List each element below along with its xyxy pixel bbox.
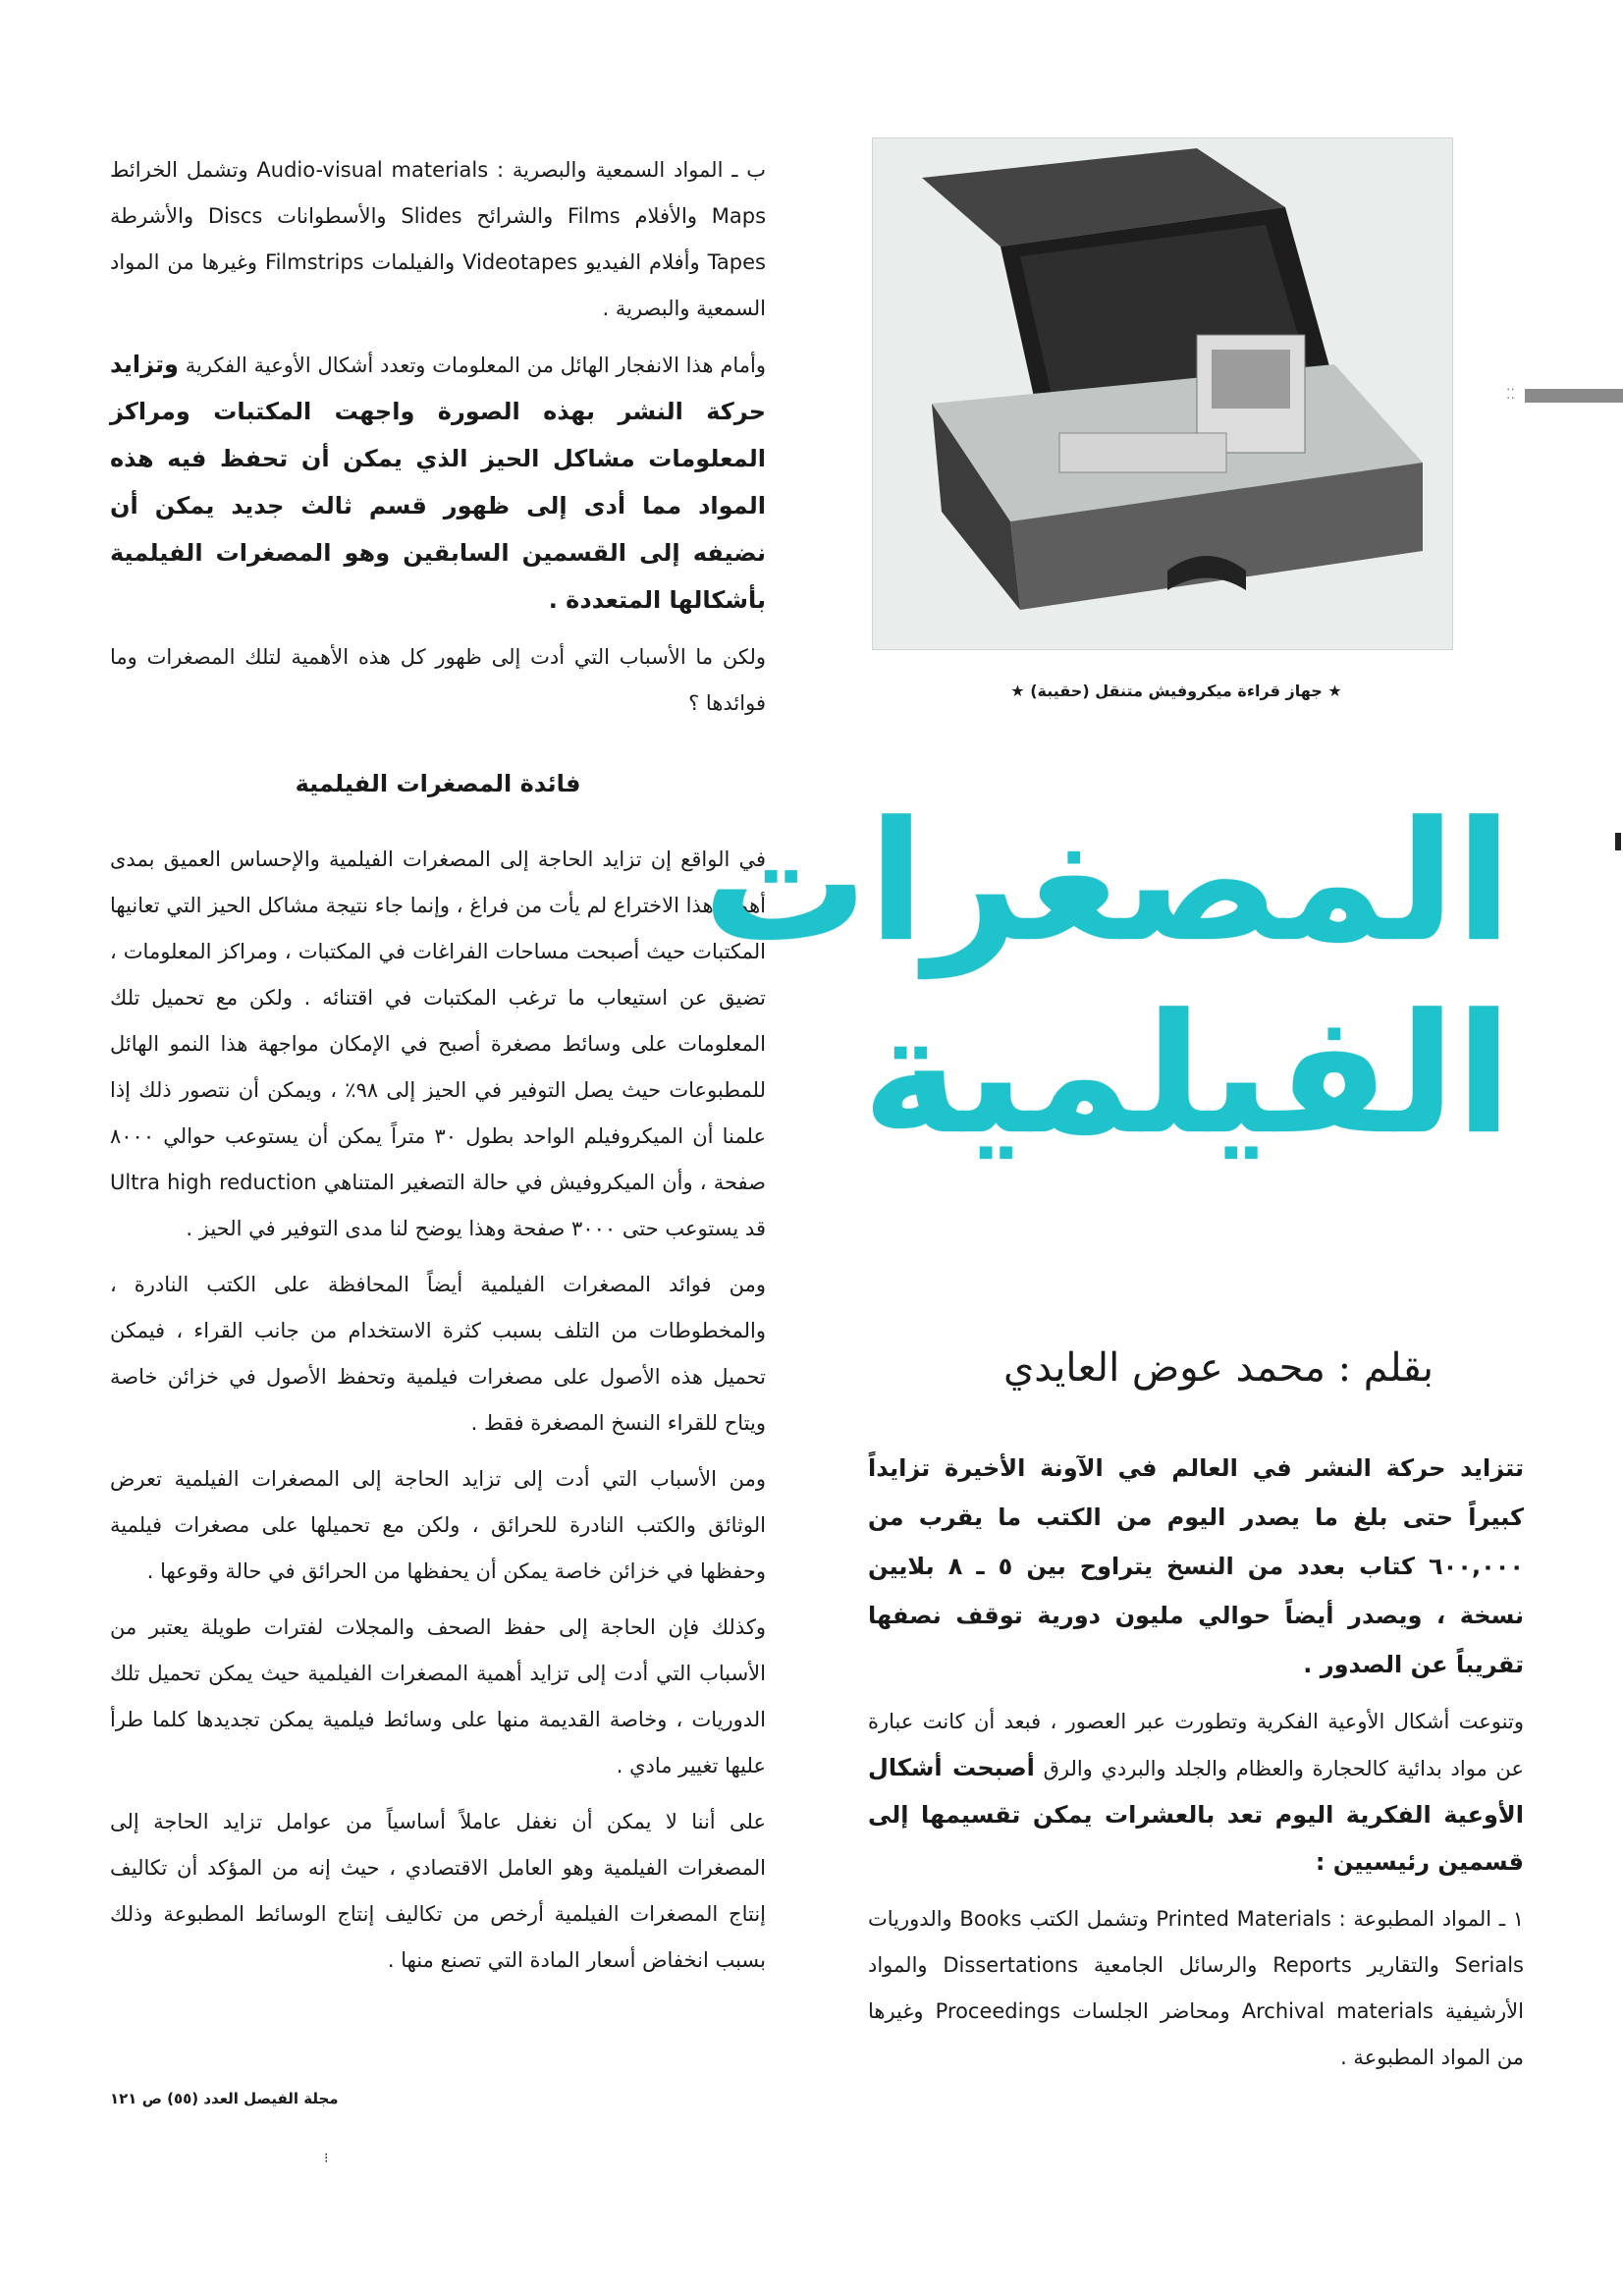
microfiche-reader-illustration <box>873 138 1452 649</box>
title-line: المصغرات <box>702 786 1512 978</box>
author-byline: بقلم : محمد عوض العايدي <box>1002 1345 1434 1391</box>
paragraph-bold-part: وتزايد حركة النشر بهذه الصورة واجهت المكتبات ومراكز المعلومات مشاكل الحيز الذي يمكن أن تحفظ فيه هذه المواد مما أدى إلى ظهور قسم ثالث جديد يمكن أن نضيفه إلى القسمين السابقين وهو المصغرات الفيلمية بأشكالها المتعددة . <box>110 351 766 614</box>
paragraph-part: وأمام هذا الانفجار الهائل من المعلومات وتعدد أشكال الأوعية الفكرية <box>185 354 766 377</box>
right-column <box>868 1444 1524 2091</box>
decorative-dots: ⁚⁚ <box>1506 387 1515 403</box>
paragraph <box>868 1699 1524 1886</box>
paragraph: ولكن ما الأسباب التي أدت إلى ظهور كل هذه الأهمية لتلك المصغرات وما فوائدها ؟ <box>110 645 766 715</box>
title-line: الفيلمية <box>862 978 1512 1171</box>
paragraph <box>110 342 766 625</box>
paragraph: في الواقع إن تزايد الحاجة إلى المصغرات الفيلمية والإحساس العميق بمدى أهمية هذا الاختراع لم يأت من فراغ ، وإنما جاء نتيجة مشاكل الحيز التي تعانيها المكتبات حيث أصبحت مساحات الفراغات في المكتبات ، ومراكز المعلومات ، تضيق عن استيعاب ما ترغب المكتبات في اقتنائه . ولكن مع تحميل تلك المعلومات على وسائط مصغرة أصبح في الإمكان مواجهة هذا النمو الهائل للمطبوعات حيث يصل التوفير في الحيز إلى ٩٨٪ ، ويمكن أن نتصور ذلك إذا علمنا أن الميكروفيلم الواحد بطول ٣٠ متراً يمكن أن يستوعب حوالي ٨٠٠٠ صفحة ، وأن الميكروفيش في حالة التصغير المتناهي Ultra high reduction قد يستوعب حتى ٣٠٠٠ صفحة وهذا يوضح لنا مدى التوفير في الحيز . <box>110 847 766 1240</box>
edge-mark <box>1615 833 1621 850</box>
paragraph: ب ـ المواد السمعية والبصرية : Audio-visual materials وتشمل الخرائط Maps والأفلام Films والشرائح Slides والأسطوانات Discs والأشرطة Tapes وأفلام الفيديو Videotapes والفيلمات Filmstrips وغيرها من المواد السمعية والبصرية . <box>110 158 767 320</box>
paragraph: ومن فوائد المصغرات الفيلمية أيضاً المحافظة على الكتب النادرة ، والمخطوطات من التلف بسبب كثرة الاستخدام من جانب القراء ، فيمكن تحميل هذه الأصول على مصغرات فيلمية وتحفظ الأصول في خزائن خاصة ويتاح للقراء النسخ المصغرة فقط . <box>110 1273 766 1435</box>
left-column <box>110 147 766 1994</box>
article-title <box>702 786 1512 1171</box>
photo-caption: ★ جهاز قراءة ميكروفيش متنقل (حقيبة) ★ <box>1010 682 1342 700</box>
paragraph: وكذلك فإن الحاجة إلى حفظ الصحف والمجلات لفترات طويلة يعتبر من الأسباب التي أدت إلى تزايد أهمية المصغرات الفيلمية حيث يمكن تحميل تلك الدوريات ، وخاصة القديمة منها على وسائط فيلمية يمكن تجديدها كلما طرأ عليها تغيير مادي . <box>110 1615 766 1777</box>
microfiche-reader-photo <box>872 137 1453 650</box>
paragraph-bold-part: أصبحت أشكال الأوعية الفكرية اليوم تعد بالعشرات يمكن تقسيمها إلى قسمين رئيسيين : <box>868 1754 1524 1876</box>
decorative-mark: ⁝ <box>324 2151 329 2166</box>
paragraph: ومن الأسباب التي أدت إلى تزايد الحاجة إلى المصغرات الفيلمية تعرض الوثائق والكتب النادرة للحرائق ، ولكن مع تحميلها على مصغرات فيلمية وحفظها في خزائن خاصة يمكن أن يحفظها من الحرائق في حالة وقوعها . <box>110 1467 766 1583</box>
paragraph-part: وتنوعت أشكال الأوعية الفكرية وتطورت عبر العصور ، فبعد أن كانت عبارة عن مواد بدائية كالحجارة والعظام والجلد والبردي والرق <box>868 1710 1524 1780</box>
paragraph: ١ ـ المواد المطبوعة : Printed Materials وتشمل الكتب Books والدوريات Serials والتقارير Reports والرسائل الجامعية Dissertations والمواد الأرشيفية Archival materials ومحاضر الجلسات Proceedings وغيرها من المواد المطبوعة . <box>868 1907 1524 2069</box>
decorative-bar <box>1525 389 1623 403</box>
page-footer: مجلة الفيصل العدد (٥٥) ص ١٢١ <box>110 2090 339 2107</box>
lead-paragraph: تتزايد حركة النشر في العالم في الآونة الأخيرة تزايداً كبيراً حتى بلغ ما يصدر اليوم من الكتب ما يقرب من ٦٠٠,٠٠٠ كتاب بعدد من النسخ يتراوح بين ٥ ـ ٨ بلايين نسخة ، ويصدر أيضاً حوالي مليون دورية توقف نصفها تقريباً عن الصدور . <box>868 1454 1525 1678</box>
paragraph: على أننا لا يمكن أن نغفل عاملاً أساسياً من عوامل تزايد الحاجة إلى المصغرات الفيلمية وهو العامل الاقتصادي ، حيث إنه من المؤكد أن تكاليف إنتاج المصغرات الفيلمية أرخص من تكاليف إنتاج الوسائط المطبوعة وذلك بسبب انخفاض أسعار المادة التي تصنع منها . <box>110 1810 766 1972</box>
section-subtitle: فائدة المصغرات الفيلمية <box>295 770 581 797</box>
